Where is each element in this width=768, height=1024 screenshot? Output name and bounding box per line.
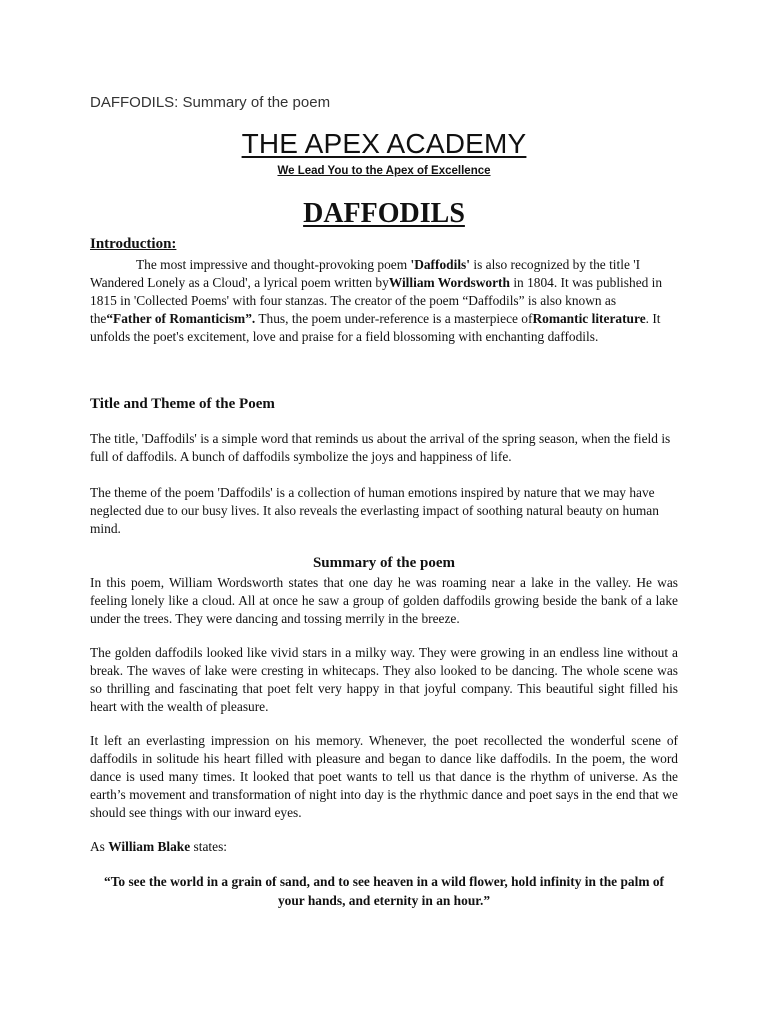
academy-title [90, 128, 678, 160]
introduction-paragraph [90, 256, 678, 346]
intro-bold-father: “Father of Romanticism”. [106, 311, 256, 326]
intro-text-1: The most impressive and thought-provoking poem [136, 257, 411, 272]
blake-prefix: As [90, 839, 109, 854]
blake-quote: “To see the world in a grain of sand, and to see heaven in a wild flower, hold infinity in the palm of your hands, and eternity in an hour.” [104, 874, 664, 908]
academy-title-text: THE APEX ACADEMY [241, 128, 527, 159]
intro-text-5: . It unfolds the poet's excitement, love and praise for a field blossoming with enchanting daffodils. [90, 311, 661, 344]
blake-name: William Blake [108, 839, 191, 854]
summary-paragraph-3: It left an everlasting impression on his memory. Whenever, the poet recollected the wonderful scene of daffodils in solitude his heart filled with pleasure and began to dance like daffodils. In the poem, the word dance is used many times. It looked that poet wants to tell us that dance is the rhythm of universe. As the earth’s movement and transformation of night into day is the rhythmic dance and poet says in the end that we should see things with our inward eyes. [90, 733, 678, 820]
intro-text-3: in 1804. It was published in 1815 in 'Collected Poems' with four stanzas. The creator of the poem “Daffodils” is also known as the [90, 275, 663, 326]
summary-paragraph-1: In this poem, William Wordsworth states that one day he was roaming near a lake in the valley. He was feeling lonely like a cloud. All at once he saw a group of golden daffodils growing beside the bank of a lake under the trees. They were dancing and tossing merrily in the breeze. [90, 575, 678, 626]
blake-intro-line [90, 838, 678, 856]
tagline-text: We Lead You to the Apex of Excellence [277, 165, 491, 177]
introduction-heading: Introduction: [90, 236, 177, 252]
academy-tagline [90, 165, 678, 177]
intro-text-4: Thus, the poem under-reference is a masterpiece of [255, 311, 533, 326]
summary-heading: Summary of the poem [312, 555, 456, 571]
intro-text-2: is also recognized by the title 'I Wandered Lonely as a Cloud', a lyrical poem written by [90, 257, 641, 290]
theme-paragraph: The theme of the poem 'Daffodils' is a collection of human emotions inspired by nature that we may have neglected due to our busy lives. It also reveals the everlasting impact of soothing natural beauty on human mind. [90, 485, 659, 536]
intro-bold-romantic: Romantic literature [532, 311, 646, 326]
intro-bold-author: William Wordsworth [388, 275, 510, 290]
summary-paragraph-2: The golden daffodils looked like vivid stars in a milky way. They were growing in an endless line without a break. The waves of lake were cresting in whitecaps. They also looked to be dancing. The whole scene was so thrilling and fascinating that poet felt very happy in that joyful company. This beautiful sight filled his heart with the wealth of pleasure. [90, 645, 678, 714]
title-theme-heading: Title and Theme of the Poem [90, 396, 275, 412]
title-paragraph: The title, 'Daffodils' is a simple word that reminds us about the arrival of the spring season, when the field is full of daffodils. A bunch of daffodils symbolize the joys and happiness of life. [90, 431, 671, 464]
blake-suffix: states: [190, 839, 228, 854]
document-heading: DAFFODILS: Summary of the poem [90, 94, 331, 111]
intro-bold-poem-name: 'Daffodils' [410, 257, 470, 272]
poem-title: DAFFODILS [303, 198, 465, 229]
